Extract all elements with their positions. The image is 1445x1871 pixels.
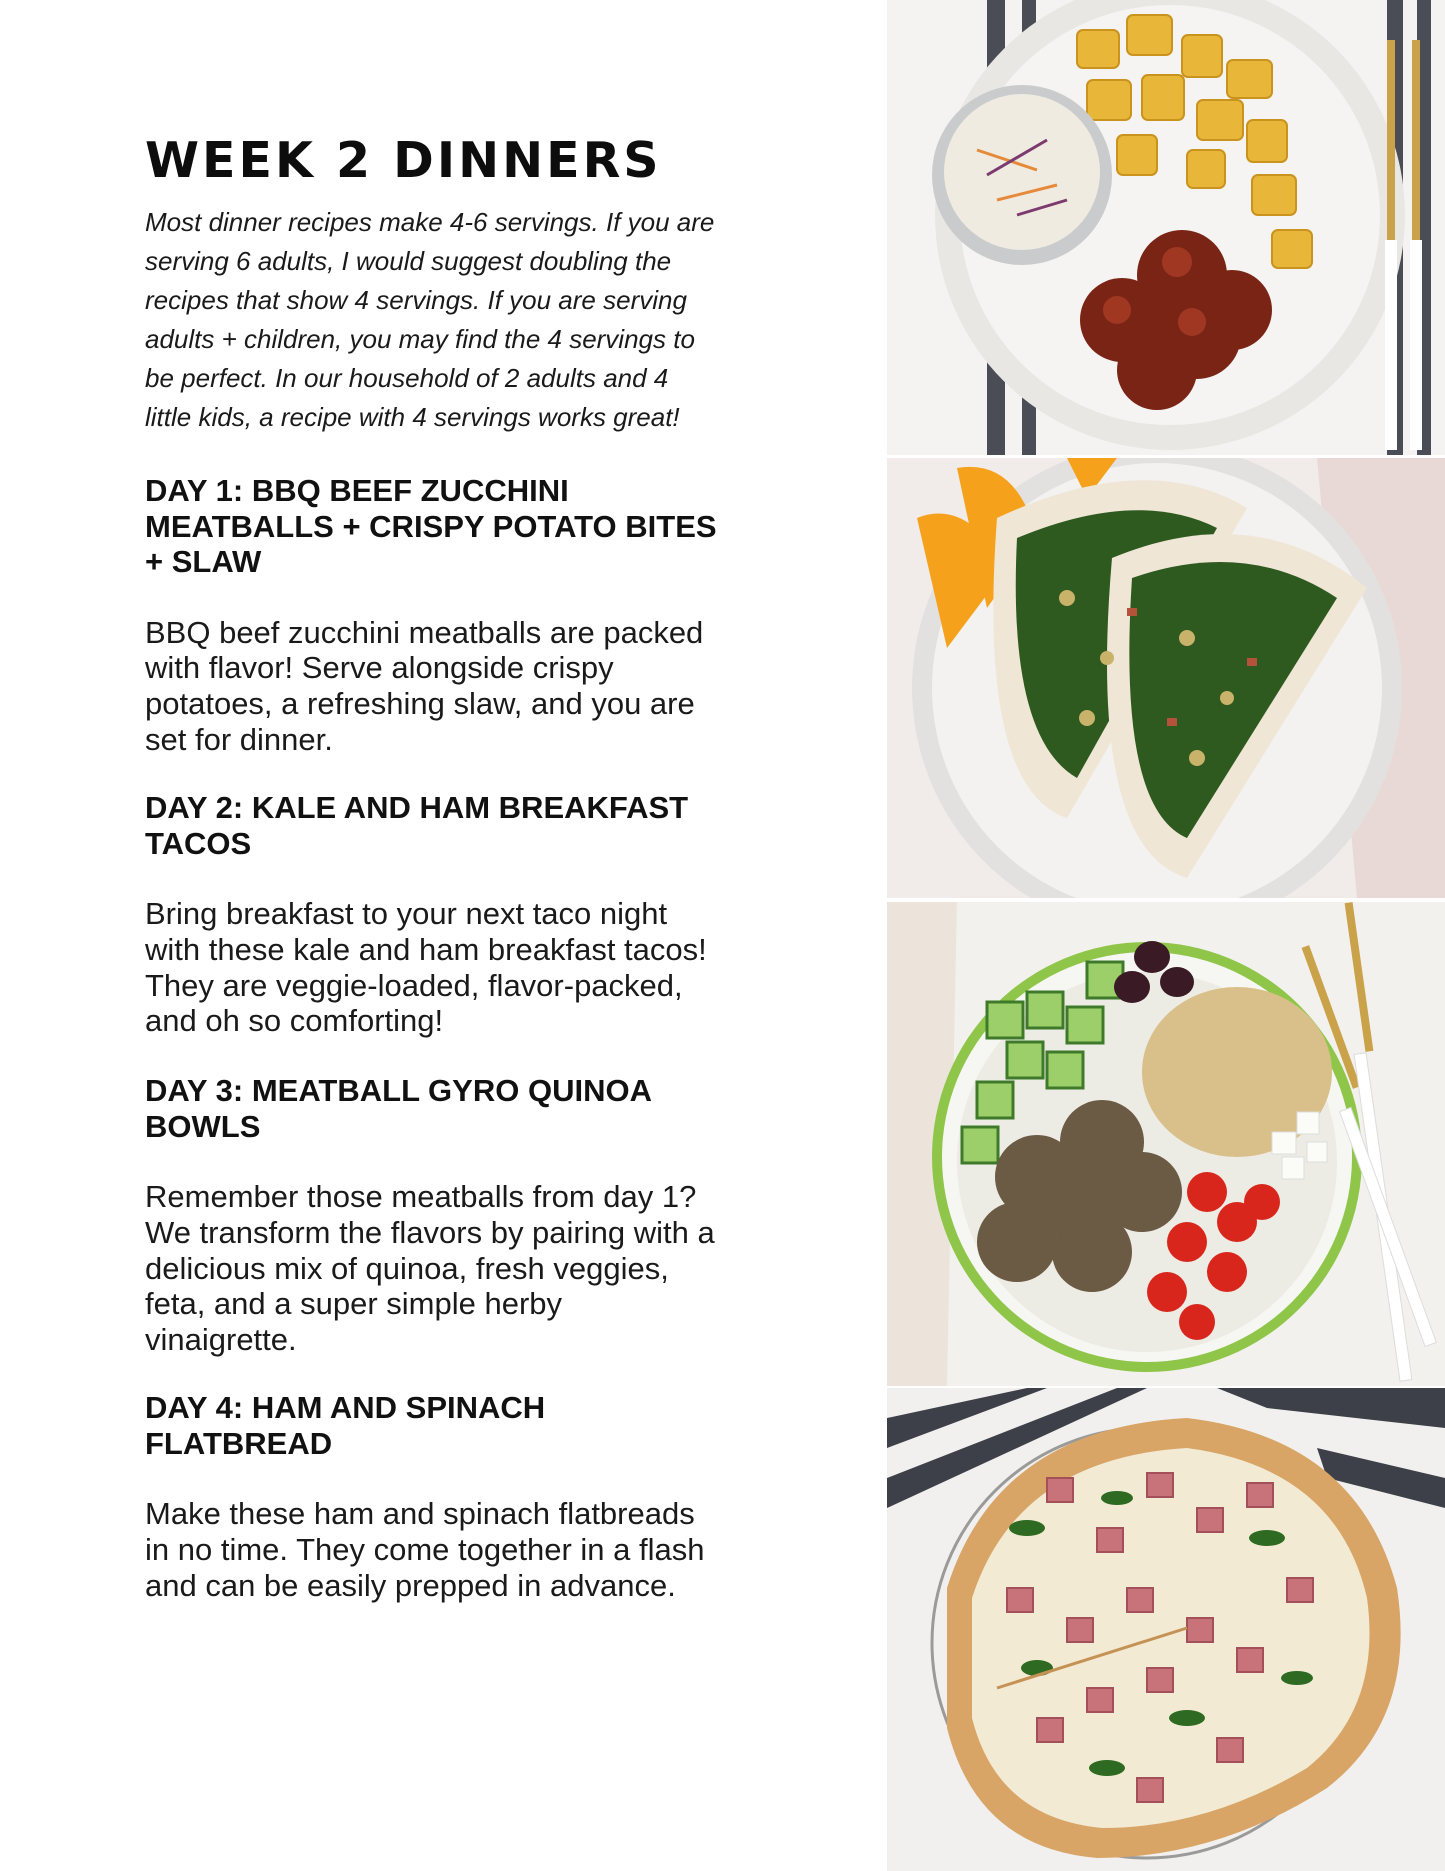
day-4-section (145, 1390, 735, 1603)
day-4-description: Make these ham and spinach flatbreads in no time. They come together in a flash and can be easily prepped in advance. (145, 1496, 705, 1603)
day-3-section (145, 1073, 735, 1358)
page-title: WEEK 2 DINNERS (145, 132, 662, 189)
day-4-heading: DAY 4: HAM AND SPINACH FLATBREAD (145, 1390, 546, 1461)
day-1-heading: DAY 1: BBQ BEEF ZUCCHINI MEATBALLS + CRISPY POTATO BITES + SLAW (145, 473, 717, 579)
meatballs-plate-photo (887, 0, 1445, 455)
day-2-heading: DAY 2: KALE AND HAM BREAKFAST TACOS (145, 790, 689, 861)
day-2-description: Bring breakfast to your next taco night with these kale and ham breakfast tacos! They are veggie-loaded, flavor-packed, and oh so comforting! (145, 896, 707, 1039)
quinoa-bowl-photo (887, 902, 1445, 1386)
day-1-section (145, 473, 735, 758)
day-3-heading: DAY 3: MEATBALL GYRO QUINOA BOWLS (145, 1073, 651, 1144)
day-1-description: BBQ beef zucchini meatballs are packed with flavor! Serve alongside crispy potatoes, a refreshing slaw, and you are set for dinner. (145, 614, 704, 757)
day-3-description: Remember those meatballs from day 1? We transform the flavors by pairing with a delicious mix of quinoa, fresh veggies, feta, and a super simple herby vinaigrette. (145, 1179, 715, 1358)
flatbread-photo (887, 1388, 1445, 1871)
intro-paragraph: Most dinner recipes make 4-6 servings. If you are serving 6 adults, I would suggest doubling the recipes that show 4 servings. If you are serving adults + children, you may find the 4 servings to be perfect. In our household of 2 adults and 4 little kids, a recipe with 4 servings works great! (145, 207, 715, 432)
day-2-section (145, 790, 735, 1039)
tacos-plate-photo (887, 458, 1445, 898)
